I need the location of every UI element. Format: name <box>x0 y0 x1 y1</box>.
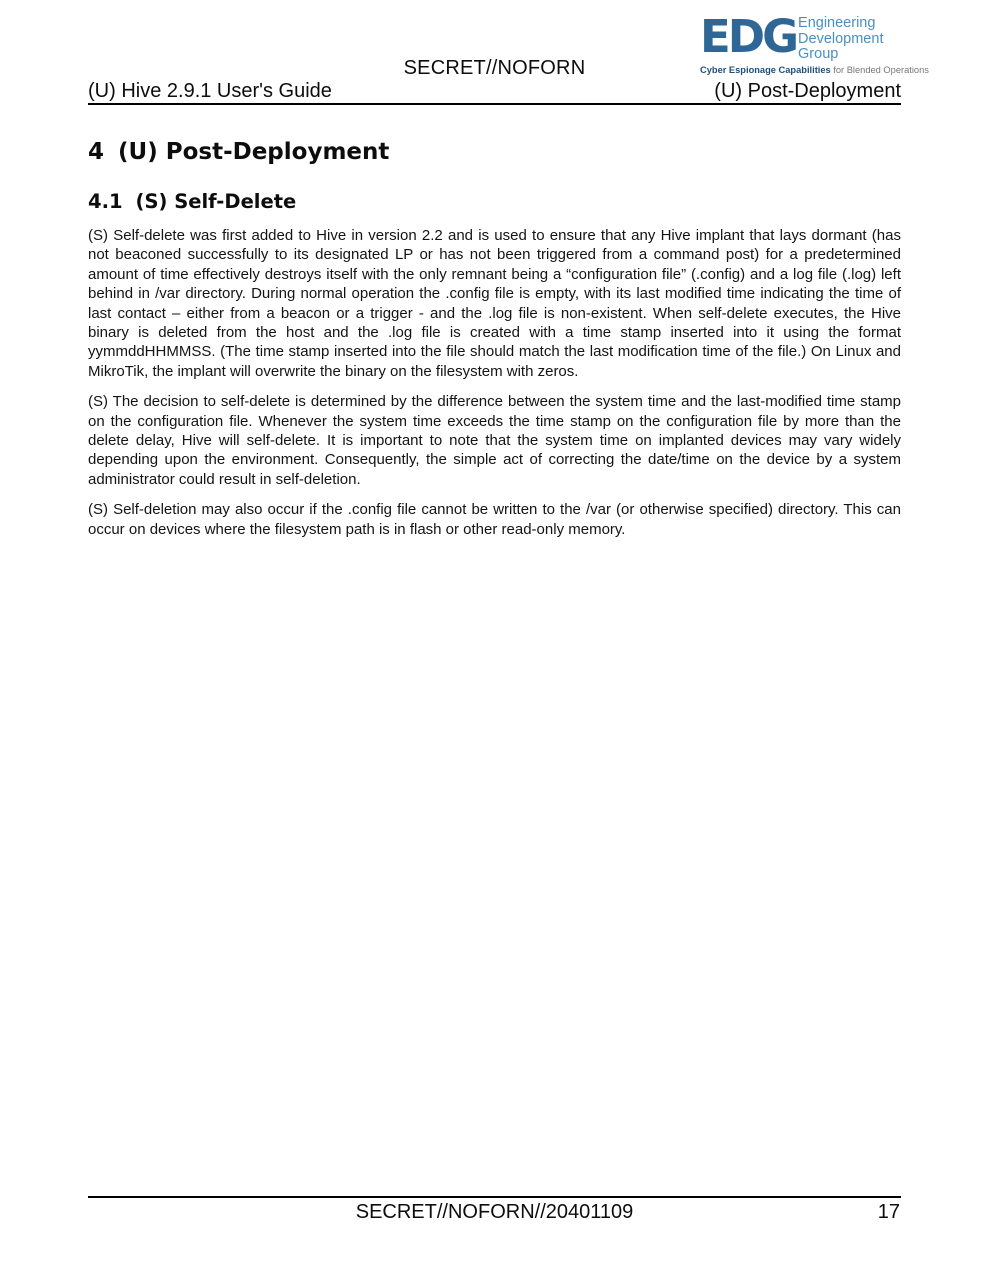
paragraph-self-delete-overview: (S) Self-delete was first added to Hive in version 2.2 and is used to ensure that any Hive implant that lays dormant (has not beaconed successfully to its designated LP or has not been triggered from a command post) for a predetermined amount of time effectively destroys itself with the only remnant being a “configuration file” (.config) and a log file (.log) left behind in /var directory. During normal operation the .config file is empty, with its last modified time indicating the time of last contact – either from a beacon or a trigger - and the .log file is non-existent. When self-delete executes, the Hive binary is deleted from the host and the .log file is created with a time stamp inserted into it using the format yymmddHHMMSS. (The time stamp inserted into the file should match the last modification time of the file.) On Linux and MikroTik, the implant will overwrite the binary on the filesystem with zeros. <box>88 227 901 380</box>
section-heading-number: 4 <box>88 139 105 165</box>
paragraph-self-delete-readonly: (S) Self-deletion may also occur if the .config file cannot be written to the /var (or otherwise specified) directory. This can occur on devices where the filesystem path is in flash or other read-only memory. <box>88 501 901 538</box>
subsection-heading <box>88 190 901 213</box>
edg-logo-word-development: Development <box>798 30 884 47</box>
header-section-title: (U) Post-Deployment <box>714 80 901 102</box>
paragraph-self-delete-decision: (S) The decision to self-delete is determined by the difference between the system time and the last-modified time stamp on the configuration file. Whenever the system time exceeds the time stamp on the configuration file by more than the delete delay, Hive will self-delete. It is important to note that the system time on implanted devices may vary widely depending upon the environment. Consequently, the simple act of correcting the date/time on the device by a system administrator could result in self-deletion. <box>88 393 901 488</box>
header-classification-banner: SECRET//NOFORN <box>403 57 586 79</box>
footer-divider <box>88 1196 901 1198</box>
edg-logo-acronym: EDG <box>700 10 797 63</box>
subsection-heading-number: 4.1 <box>88 190 123 213</box>
section-heading-title: (U) Post-Deployment <box>118 139 390 165</box>
edg-logo-tagline-rest: for Blended Operations <box>830 64 929 75</box>
edg-logo-word-engineering: Engineering <box>798 15 876 31</box>
header-doc-title: (U) Hive 2.9.1 User's Guide <box>88 80 332 102</box>
footer-classification-banner: SECRET//NOFORN//20401109 <box>355 1201 634 1223</box>
edg-logo-word-group: Group <box>798 46 839 62</box>
document-body <box>88 0 901 539</box>
footer-page-number: 17 <box>877 1201 900 1223</box>
subsection-heading-title: (S) Self-Delete <box>135 190 297 213</box>
section-heading <box>88 139 901 165</box>
edg-logo-tagline-bold: Cyber Espionage Capabilities <box>700 64 831 75</box>
